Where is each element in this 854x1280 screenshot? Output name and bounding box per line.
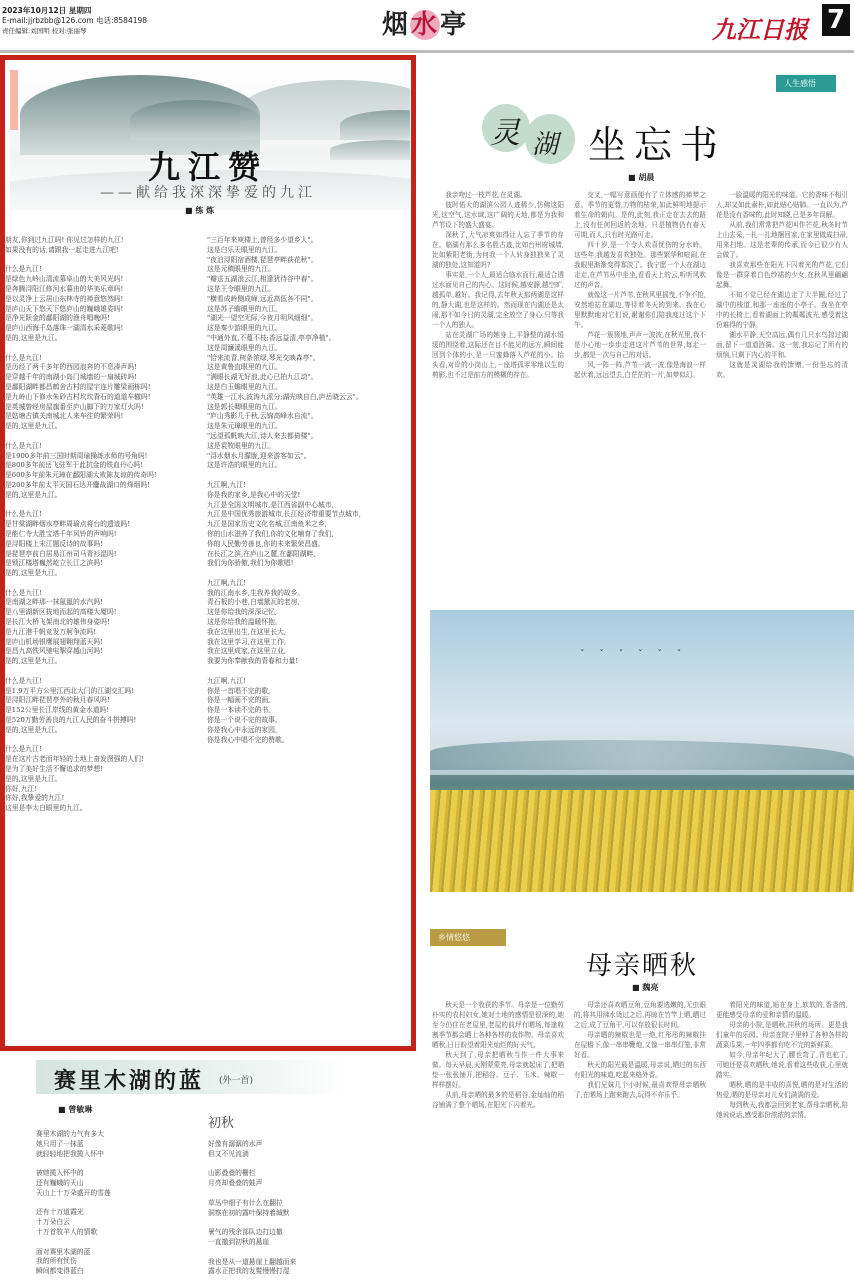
poem-line <box>208 1160 408 1170</box>
poem-line: 九江啊,九江! <box>207 480 246 489</box>
poem-line: 是1.9万平方公里江西北大门的江湖交汇吗! <box>5 686 135 695</box>
poem-line: 你是一个说不完的故事。 <box>207 716 282 725</box>
poem-line: 是的,这里是九江。 <box>5 490 62 499</box>
paragraph: 秋天是一个收获的季节。母亲是一位勤劳朴实的农村妇女,她对土地的感情是很深的,她至今仍住在老屋里,老屋的前坪有晒场,每逢收割季节都会晒上各种各样的农作物。母亲喜欢晒秋,日日盼望着阳光灿烂的好天气。 <box>432 1001 564 1049</box>
header-divider <box>0 50 854 53</box>
poem-line: 在长江之滨,在庐山之麓,在鄱阳湖畔, <box>207 549 316 558</box>
paragraph: 这就是灵湖给我的馈赠,一份坐忘的清欢。 <box>716 361 848 379</box>
essay1-title-a: 灵 <box>490 116 520 151</box>
poem-line: 这是白乐天眼里的九江。 <box>207 245 282 254</box>
paragraph: 秋天到了,母亲把晒秋当作一件大事来做。每天早晨,天刚蒙蒙亮,母亲就起床了,把晒垫一张张铺开,把稻谷、豆子、玉米、辣椒一样样摆好。 <box>432 1051 564 1089</box>
poem-line: 你是我心中永远的家园, <box>207 725 278 734</box>
poem-line: 是历经了两千多年的西园浪奔的不息涛声吗! <box>5 363 137 372</box>
paragraph: 交叉,一幅写意画便有了立体感的禅梦之意。季节的更替,万物的枯荣,如此鲜明地提示着生命的朝向。是的,此刻,我正走在去去的路上,没有任何回返的余地。只是植物仍有春天可期,而人,只有时光路可走。 <box>574 191 706 239</box>
poem-line: 这是周濂溪眼里的九江。 <box>207 343 282 352</box>
poem-column-1 <box>36 1130 186 1280</box>
poem-line: 就轻轻地把我揽入怀中 <box>36 1149 104 1158</box>
poem-line: 赛里木湖的力气有多大 <box>36 1130 104 1138</box>
poem-title-banner <box>36 1060 346 1094</box>
paragraph: 不知不觉已经在湖边走了大半圈,经过了湖中的栈道,和那一座座的小亭子。我坐在亭中的长椅上,看着湖面上的粼粼波光,感受着这份难得的宁静。 <box>716 291 848 329</box>
poem-line: 这是许浩的眼里的九江。 <box>207 461 282 470</box>
poem-line: 是南湖之畔那一抹氤氲的水汽吗! <box>5 598 103 607</box>
poem-line: 这是元稹眼里的九江。 <box>207 265 275 274</box>
poem-line: 什么是九江! <box>5 353 42 362</box>
section-masthead <box>382 4 468 41</box>
paragraph: 风,一阵一阵,芦苇一波一波,像是海浪一样起伏着,远远望去,白茫茫的一片,如梦似幻。 <box>574 361 706 379</box>
masthead-char: 亭 <box>440 10 469 40</box>
poem-line: 这里是李太白眼里的九江。 <box>5 804 87 813</box>
poem-line: 还有巍峨的天山 <box>36 1178 84 1187</box>
poem-line: 这是郭长卿眼里的九江。 <box>207 402 282 411</box>
poem-line: 是姑塘古镇关南城北人来车往的繁荣吗! <box>5 412 124 421</box>
poem-line: 是穿越千年的南湖小岛门城墙的一扇城砖吗! <box>5 373 137 382</box>
paragraph: 从前,母亲晒的最多的是稻谷,金灿灿的稻谷铺满了整个晒场,在阳光下闪着光。 <box>432 1091 564 1109</box>
poem-line: 被她揽入怀中的 <box>36 1169 84 1178</box>
poem-line: 这是秦少游眼里的九江。 <box>207 324 282 333</box>
poem-line: 是的,这里是九江。 <box>5 422 62 431</box>
poem-line: 是以灵净上云居山东林寺的禅意悠然吗! <box>5 294 124 303</box>
paragraph: 我亲吻过一枝芦花,在灵湖。 <box>445 191 527 199</box>
poem-line: 是净光跃金的鄱阳湖的渔舟唱晚吗! <box>5 314 110 323</box>
section-tag-2: 乡情悠悠 <box>430 929 506 946</box>
poem-line: 是的,这里是九江。 <box>5 569 62 578</box>
paragraph: 湖水平静,天空高远,偶有几只水鸟掠过湖面,留下一道道涟漪。这一刻,我忘记了所有的烦恼,只剩下内心的平和。 <box>716 331 848 359</box>
essay2-column-1 <box>432 1000 564 1280</box>
poem-line: 你是一首唱不完的歌, <box>207 686 271 695</box>
poem-line: 你是我心中唱不完的赞歌。 <box>207 735 289 744</box>
poem-line: 是浔阳江畔琵琶亭外的秋月春风吗! <box>5 696 110 705</box>
poem-line: 什么是九江! <box>5 588 42 597</box>
poem-line <box>208 1218 408 1228</box>
feature-poem-column-2 <box>207 236 407 1046</box>
poem-line: 九江啊,九江! <box>207 676 246 685</box>
essay1-title-b: 湖 <box>532 130 559 160</box>
poem-line <box>5 667 205 677</box>
poem-line: 是九江港千帆竞发万舸争流吗! <box>5 627 97 636</box>
poem-line: 我在这里出生,在这里长大, <box>207 627 287 636</box>
paragraph: 每到秋天,我都会回到老家,帮母亲晒秋,陪她说说话,感受那份浓浓的亲情。 <box>716 1101 848 1119</box>
essay2-column-2 <box>574 1000 706 1280</box>
poem-line: 山影叠叠的栅栏 <box>208 1169 256 1178</box>
poem-line: 是绿色九岭山清流慕阜山的大美风光吗! <box>5 275 124 284</box>
poem-line: 你是一本读不完的书, <box>207 706 271 715</box>
poem-line: "庐山秀影几千秋,云锦高峰水自流"。 <box>207 412 318 421</box>
poem-line: "瓣送五湖浪云江,相逢犹待谷中春"。 <box>207 275 318 284</box>
poem-line: 是为了美好生活不懈追求的梦想! <box>5 765 103 774</box>
editors-line: 责任编辑:刘国明 校对:张丽琴 <box>2 27 87 35</box>
poem-line: 好像有潺潺的水声 <box>208 1140 263 1148</box>
poem-line: 九江啊,九江! <box>207 578 246 587</box>
poem-line: "满眼长湖无好浪,此心已拍九江动"。 <box>207 373 318 382</box>
poem-line: 这是王令眼里的九江。 <box>207 284 275 293</box>
poem-line: 是庐山机场银鹰展翅翱翔蓝天吗! <box>5 637 103 646</box>
paragraph: 母亲的小院,是晒秋,挂秋的场所。更是我们童年的乐园。母亲在院子里种了各种各样的蔬菜瓜果,一年四季都有吃不完的新鲜菜。 <box>716 1021 848 1049</box>
essay1-author: ■ 胡晨 <box>628 173 655 182</box>
poem-line: 露水正把我的发髮慢慢打湿 <box>208 1267 290 1276</box>
essay1-title-c: 坐忘书 <box>588 123 727 167</box>
poem-line: 你是一幅画不完的画, <box>207 696 271 705</box>
poem-line: "湖光一望空无际,今夜月明风细细"。 <box>207 314 318 323</box>
poem-line: 我的所有忧伤 <box>36 1257 77 1266</box>
poem-line: "英雄一江水,波涛九派分;湖光映自白,庐岳晓云云"。 <box>207 392 363 401</box>
paragraph: 事实是,一个人,最适合临水而行,最适合透过水面见自己的内心。这时候,越安静,越空旷,越孤单,越好。我记得,去年秋天那两湖是这样的,静大湖,也是这样的。然而现在内湖还是太闹,那不如今日的灵湖,完全放空了身心,只等我一个人的独人。 <box>432 271 564 329</box>
paragraph: 我喜欢那些在阳光下闪着光的芦花,它们像是一群穿着白色纱裙的少女,在秋风里翩翩起舞。 <box>716 261 848 289</box>
poem-line: 你的人民勤劳善良,你的未来繁荣昌盛。 <box>207 539 325 548</box>
poem-line: 你好,九江! <box>5 784 38 793</box>
poem-line: "三百年来庾楼上,曾经多少望乡人"。 <box>207 236 318 244</box>
poem-line: 是甘棠湖畔烟水亭畔周瑜点将台的遗迹吗! <box>5 520 131 529</box>
poem-line: 什么是九江! <box>5 745 42 754</box>
paragraph: 晒秋,晒的是丰收的喜悦,晒的是对生活的热爱,晒的是母亲对儿女们满满的爱。 <box>716 1081 848 1099</box>
poem-line <box>208 1248 408 1258</box>
poem-line: 一直撤到初秋的悬崖 <box>208 1237 270 1246</box>
paragraph: 着阳光的味道,贴在身上,软软的,香香的,更能感受母亲的爱和亲情的温暖。 <box>716 1001 848 1019</box>
poem-line: 你的山水滋养了我们,你的文化哺育了我们, <box>207 529 334 538</box>
poem-line: 什么是九江! <box>5 676 42 685</box>
poem-line: 是锁江楼塔巍然屹立长江之滨吗! <box>5 559 103 568</box>
poem-line: 这是你给我的温暖怀抱。 <box>207 618 282 627</box>
poem-line: 九江是全国文明城市,是江西省副中心城市, <box>207 500 334 509</box>
poem-line: 是520万勤劳善良的九江人民的奋斗拼搏吗! <box>5 716 137 725</box>
paragraph: 一脸温暖的阳光的味道。它的香味不相引人,却又如此素朴,如此贴心贴肺。一直以为,芦花是没有香味的,此时知晓,已是多年误解。 <box>716 191 848 219</box>
poem-line: 是在这片古老而年轻的土地上奋发图强的人们! <box>5 755 144 764</box>
poem-line: 我在这里成家,在这里立业, <box>207 647 287 656</box>
paragraph: 站在灵湖广场的她身上,平静整的湖水缓缓的围绕着,这际还在目不能见的远方,瞬间能回到个体的小,是一只蜜蜂落入芦花的小。抬头看,对岸的小岗山上,一座塔孤零零地以生的剪影,也不过是前方的模糊的存在。 <box>432 331 564 379</box>
poem-line: 你好,我挚爱的九江! <box>5 794 65 803</box>
poem-line: 是琵琶亭前白居易江州司马青衫湿吗! <box>5 549 117 558</box>
issue-date: 2023年10月12日 星期四 <box>2 6 92 15</box>
poem-line: 十万首牧羊人的情歌 <box>36 1227 98 1236</box>
poem-line <box>207 569 407 579</box>
poem-line <box>36 1159 186 1169</box>
poem-line: 是九岭山下修水朱砂古村坎坎青石的道道车辙吗! <box>5 392 151 401</box>
poem-line: 这是袁牧眼里的九江。 <box>207 441 275 450</box>
poem-line: "浔水烟水月朦胧,迎来游客如云"。 <box>207 451 311 460</box>
poem-line: 是长江大桥飞架南北的雄伟身姿吗! <box>5 618 110 627</box>
column-tab <box>10 70 18 130</box>
poem-line: 是八里湖新区拔地而起的高楼大厦吗! <box>5 608 117 617</box>
feature-article-box <box>0 55 416 1051</box>
poem-line <box>208 1189 408 1199</box>
poem-line: 九江是中国优秀旅游城市,长江经济带重要节点城市, <box>207 510 361 519</box>
poem-line: 是奔腾浔阳江修河水暮由的华美乐章吗! <box>5 284 124 293</box>
paragraph: 母亲还喜欢晒豆角,豆角要选嫩的,无虫眼的,将其用沸水烫过之后,再晾在竹竿上晒,晒过之后,成了豆角干,可以存放很长时间。 <box>574 1001 706 1029</box>
poem-line: 我要为你奉献我的青春和力量! <box>207 657 299 666</box>
poem-line: 我也是从一道悬崖上翻越而来 <box>208 1257 297 1266</box>
poem-line <box>207 471 407 481</box>
poem-line: 这是黄鲁直眼里的九江。 <box>207 363 282 372</box>
poem-line: 如果没有的话,请跟我一起走进九江吧! <box>5 245 119 254</box>
poem-line: 是600多年前朱元璋在鄱阳湖大败陈友谅的传奇吗! <box>5 471 157 480</box>
paragraph: 彼时偌大的湖滨公园人迹稀少,仿佛这阳光,这空气,这水域,这广阔的天地,都是为我和芦苇设下的盛大盛宴。 <box>432 201 564 229</box>
poem-line: 你是我的家乡,是我心中的天堂! <box>207 490 301 499</box>
poem-line: 天山上十万朵盛开的雪莲 <box>36 1188 111 1197</box>
paragraph: 从前,我们常常把芦花叫作芒花,秋冬时节上山去采,一扎一扎地捆回家,在家里做成扫帚,用来扫地。这是老辈的传承,而今已很少有人会做了。 <box>716 221 848 259</box>
painting-rapeseed-lake: ˇ ˇ ˇ ˇ ˇ ˇ <box>430 610 854 892</box>
poem-line: 是庐山西海千岛落珠一湖清水采菱歌吗! <box>5 324 124 333</box>
essay2-column-3 <box>716 1000 848 1280</box>
poem-line <box>5 256 205 266</box>
poem-column-2 <box>208 1140 408 1280</box>
poem-line: 月亮却叠叠的蛙声 <box>208 1179 263 1188</box>
poem-line: 这是白玉蟾眼里的九江。 <box>207 382 282 391</box>
poem-line: "夜泊浔阳宿酒楼,琵琶亭畔荻花秋"。 <box>207 255 318 264</box>
poem-line <box>5 501 205 511</box>
poem-line: 是英城曾经房屋旗番至庐山脚下的万家灯火吗! <box>5 402 144 411</box>
section-tag: 人生感悟 <box>776 75 836 92</box>
contact-line: E-mail:jjrbzbb@126.com 电话:8584198 <box>2 16 148 25</box>
poem-line <box>5 344 205 354</box>
poem-line: 是的,这里是九江。 <box>5 725 62 734</box>
poem-line: 洞察在初的露叶保持着缄默 <box>208 1208 290 1217</box>
poem-line: 什么是九江! <box>5 265 42 274</box>
poem-line <box>36 1199 186 1209</box>
essay2-title: 母亲晒秋 <box>586 951 699 981</box>
feature-title: 九江赞 <box>147 148 268 186</box>
poem-line: 还有十万道霞光 <box>36 1208 84 1217</box>
poem-line: "恰来流青,树条浓绿,琴光交映森亭"。 <box>207 353 320 362</box>
poem-line: "横看成岭侧成峰,远近高低各不同"。 <box>207 294 318 303</box>
paragraph: 秋天的阳光最是温暖,母亲说,晒过的东西有阳光的味道,吃起来格外香。 <box>574 1061 706 1079</box>
poem-line: 是的,这里是九江。 <box>5 333 62 342</box>
poem-line: 是庐山天下悠天下悠庐山的巍峨雄姿吗! <box>5 304 124 313</box>
poem-line: 瞬间都变得蓝白 <box>36 1267 84 1276</box>
poem-title: 赛里木湖的蓝 <box>54 1069 205 1094</box>
poem-line: 她只用了一抹蓝 <box>36 1139 84 1148</box>
poem-subtitle: 初秋 <box>208 1116 235 1131</box>
paragraph: 如今,母亲年纪大了,腰也弯了,背也驼了,可她还是喜欢晒秋,她说,看着这些收获,心里就踏实。 <box>716 1051 848 1079</box>
paragraph: 四十岁,是一个令人欢喜忧伤的分水岭。这些年,我越发喜欢独处。那些繁华和喧闹,在我眼里渐渐变得寡淡了。我宁愿一个人在湖边走走,在芦苇丛中坐坐,看看天上的云,听听风吹过的声音。 <box>574 241 706 289</box>
masthead-char-circled: 水 <box>411 10 440 40</box>
poem-line: 是浔阳楼上宋江题反诗的故事吗! <box>5 539 103 548</box>
poem-line: 但又不见流淌 <box>208 1149 249 1158</box>
poem-line <box>5 432 205 442</box>
poem-line: "远望孤帆映大江,诗人来去都倚楼"。 <box>207 431 318 440</box>
poem-line: 九江是国家历史文化名城,江南鱼米之乡, <box>207 520 327 529</box>
poem-line: 是1900多年前三国时期周瑜操练水师的号角吗! <box>5 451 148 460</box>
paragraph: 母亲晒的辣椒也是一绝,红彤彤的辣椒挂在屋檐下,像一串串鞭炮,又像一串串灯笼,非常好看。 <box>574 1031 706 1059</box>
feature-subtitle: ——献给我深深挚爱的九江 <box>100 185 316 201</box>
poem-line: 这是你给我的深深记忆, <box>207 608 278 617</box>
poem-line: 是的,这里是九江。 <box>5 774 62 783</box>
header-info <box>2 6 147 36</box>
poem-title-suffix: (外一首) <box>219 1076 254 1086</box>
poem-line: 面对赛里木湖的蓝 <box>36 1247 91 1256</box>
poem-line: 是800多年前岳飞驻军于此抗金的铁血丹心吗! <box>5 461 144 470</box>
poem-line: 十万朵白云 <box>36 1218 70 1227</box>
poem-line: 是能仁寺大胜宝塔千年风铃的声响吗! <box>5 529 117 538</box>
paragraph: 深秋了,大气凉爽如得让人忘了季节的存在。临湖有那么多名胜古迹,比如台州府城墙,比如紫阳老街,为何我一个人转身独独来了灵湖的独处,这知道吗? <box>432 231 564 269</box>
poem-line: 是昌九高铁风驰电掣穿越山河吗! <box>5 647 103 656</box>
paragraph: 芦花一簇簇地,声声一波波,在秋光里,我不是小心地一步步走进这片芦苇的世界,每走一步,都是一次与自己的对话。 <box>574 331 706 359</box>
poem-line <box>36 1238 186 1248</box>
masthead-char: 烟 <box>382 10 411 40</box>
poem-line: 我们为你骄傲,我们为你歌唱! <box>207 559 294 568</box>
poem-line: 什么是九江! <box>5 441 42 450</box>
poem-line: 是鄱阳湖畔都昌鹤舍古村的屋宇连片雕梁画栋吗! <box>5 382 151 391</box>
poem-line: 这是苏子瞻眼里的九江。 <box>207 304 282 313</box>
essay1-column-1 <box>432 190 564 602</box>
newspaper-logo: 九江日报 <box>712 15 808 44</box>
feature-author: ■ 练 炼 <box>185 206 215 215</box>
poem-line: 暑气的残余部队边打边撤 <box>208 1228 283 1237</box>
paragraph: 就像这一片芦苇,在秋风里摇曳,不争不抢,安然地站在湖边,等待着冬天的到来。我在心里默默地对它们说,谢谢你们陪我度过这个下午。 <box>574 291 706 329</box>
essay2-author: ■ 魏亮 <box>632 983 659 992</box>
poem-line: 草丛中细子有什么在翻拉 <box>208 1198 283 1207</box>
poem-line <box>5 579 205 589</box>
poem-line: 什么是九江! <box>5 510 42 519</box>
essay1-column-2 <box>574 190 706 602</box>
poem-line: 是的,这里是九江。 <box>5 657 62 666</box>
paragraph: 我们兄妹几个小时候,最喜欢帮母亲晒秋了,在晒场上跑来跑去,玩得不亦乐乎。 <box>574 1081 706 1099</box>
poem-line: 我在这里学习,在这里工作, <box>207 637 287 646</box>
feature-poem-column-1 <box>5 236 205 1046</box>
poem-line <box>5 736 205 746</box>
essay1-column-3 <box>716 190 848 602</box>
poem-line: 青石板的小巷,白墙黛瓦的老房, <box>207 598 300 607</box>
poem-line: 这是朱元璋眼里的九江。 <box>207 422 282 431</box>
poem-author: ■ 曾敏琳 <box>58 1105 93 1114</box>
poem-line: 是152公里长江岸线的黄金水道吗! <box>5 706 110 715</box>
poem-line: 朋友,你到过九江吗! 你见过怎样的九江! <box>5 236 124 244</box>
page-number: 7 <box>822 4 850 36</box>
poem-line <box>207 667 407 677</box>
poem-line: 我的江南水乡,生我养我的故乡。 <box>207 588 305 597</box>
poem-line: 是200多年前太平天国石达开鏖战湖口的烽烟吗! <box>5 480 150 489</box>
poem-line: "中通外直,不蔓不枝;香远益清,亭亭净植"。 <box>207 333 336 342</box>
